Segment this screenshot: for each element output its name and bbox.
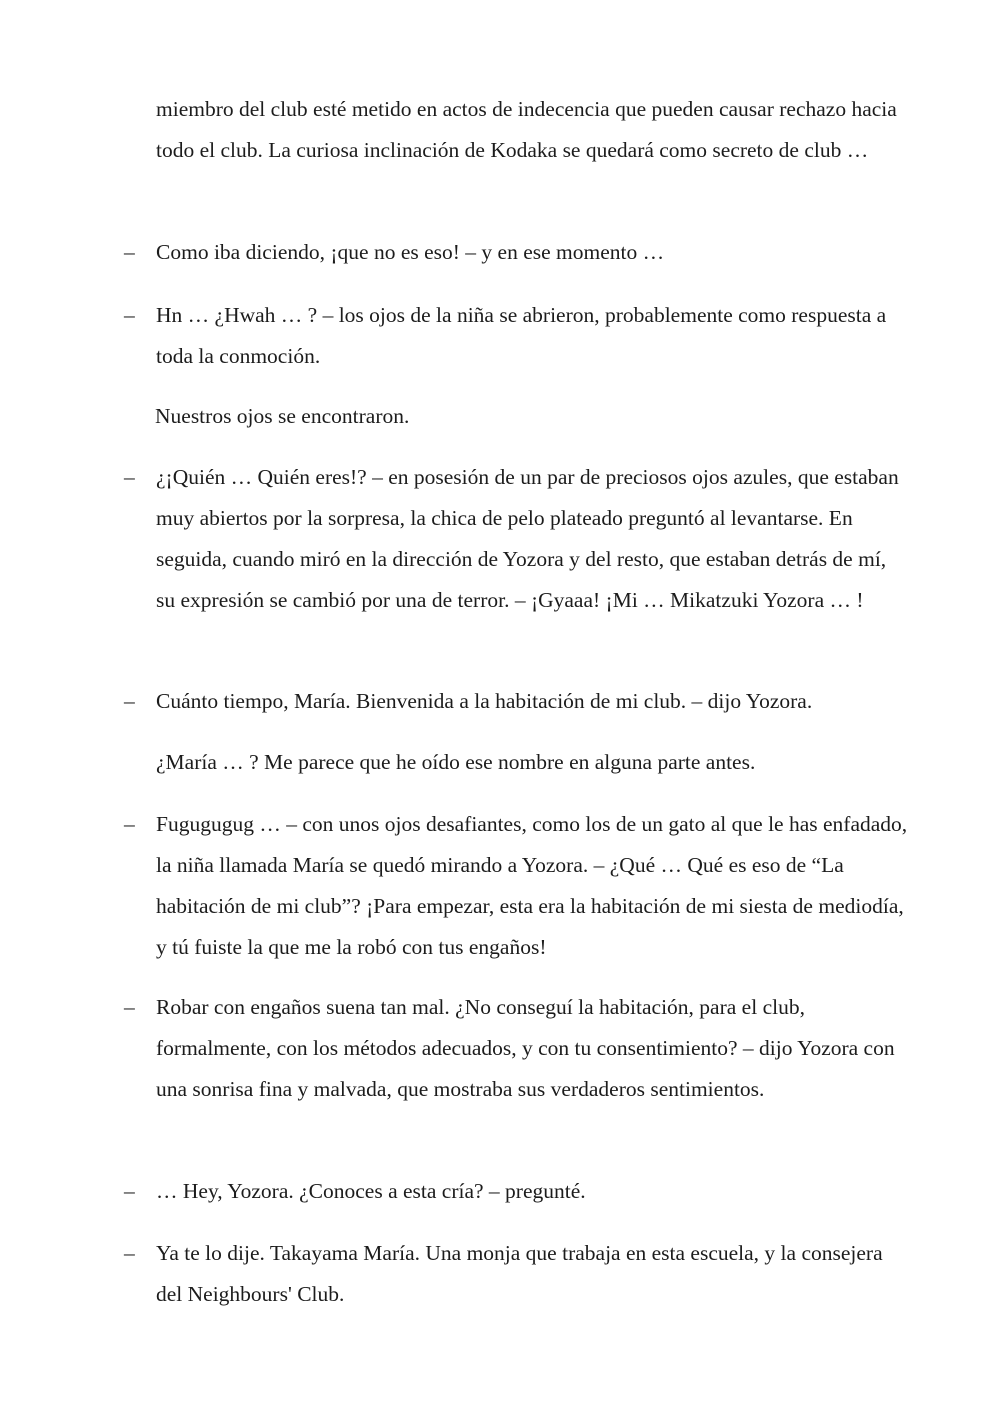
dialogue-paragraph xyxy=(124,295,908,377)
dialogue-dash: – xyxy=(124,812,135,836)
dialogue-dash: – xyxy=(124,240,135,264)
paragraph-text: Ya te lo dije. Takayama María. Una monja que trabaja en esta escuela, y la consejera del Neighbours' Club. xyxy=(156,1241,883,1306)
paragraph xyxy=(155,396,907,437)
paragraph-text: miembro del club esté metido en actos de indecencia que pueden causar rechazo hacia todo el club. La curiosa inclinación de Kodaka se quedará como secreto de club … xyxy=(156,97,897,162)
dialogue-dash: – xyxy=(124,303,135,327)
dialogue-dash: – xyxy=(124,465,135,489)
paragraph-text: Robar con engaños suena tan mal. ¿No conseguí la habitación, para el club, formalmente, con los métodos adecuados, y con tu consentimiento? – dijo Yozora con una sonrisa fina y malvada, que mostraba sus verdaderos sentimientos. xyxy=(156,995,895,1101)
dialogue-dash: – xyxy=(124,689,135,713)
dialogue-paragraph xyxy=(124,804,908,968)
dialogue-paragraph xyxy=(124,457,908,621)
dialogue-paragraph xyxy=(124,1171,908,1212)
dialogue-paragraph xyxy=(124,1233,908,1315)
dialogue-paragraph xyxy=(124,681,908,722)
paragraph xyxy=(156,742,908,783)
dialogue-dash: – xyxy=(124,1179,135,1203)
dialogue-paragraph xyxy=(124,987,908,1110)
paragraph-text: … Hey, Yozora. ¿Conoces a esta cría? – pregunté. xyxy=(156,1179,586,1203)
paragraph-text: Nuestros ojos se encontraron. xyxy=(155,404,410,428)
paragraph-text: ¿María … ? Me parece que he oído ese nombre en alguna parte antes. xyxy=(156,750,756,774)
paragraph-text: Hn … ¿Hwah … ? – los ojos de la niña se abrieron, probablemente como respuesta a toda la conmoción. xyxy=(156,303,887,368)
paragraph xyxy=(156,89,908,171)
paragraph-text: Fugugugug … – con unos ojos desafiantes, como los de un gato al que le has enfadado, la niña llamada María se quedó mirando a Yozora. – ¿Qué … Qué es eso de “La habitación de mi club”? ¡Para empezar, esta era la habitación de mi siesta de mediodía, y tú fuiste la que me la robó con tus engaños! xyxy=(156,812,908,959)
paragraph-text: ¿¡Quién … Quién eres!? – en posesión de un par de preciosos ojos azules, que estaban muy abiertos por la sorpresa, la chica de pelo plateado preguntó al levantarse. En seguida, cuando miró en la dirección de Yozora y del resto, que estaban detrás de mí, su expresión se cambió por una de terror. – ¡Gyaaa! ¡Mi … Mikatzuki Yozora … ! xyxy=(156,465,899,612)
paragraph-text: Como iba diciendo, ¡que no es eso! – y en ese momento … xyxy=(156,240,665,264)
paragraph-text: Cuánto tiempo, María. Bienvenida a la habitación de mi club. – dijo Yozora. xyxy=(156,689,813,713)
dialogue-dash: – xyxy=(124,1241,135,1265)
dialogue-dash: – xyxy=(124,995,135,1019)
dialogue-paragraph xyxy=(124,232,908,273)
